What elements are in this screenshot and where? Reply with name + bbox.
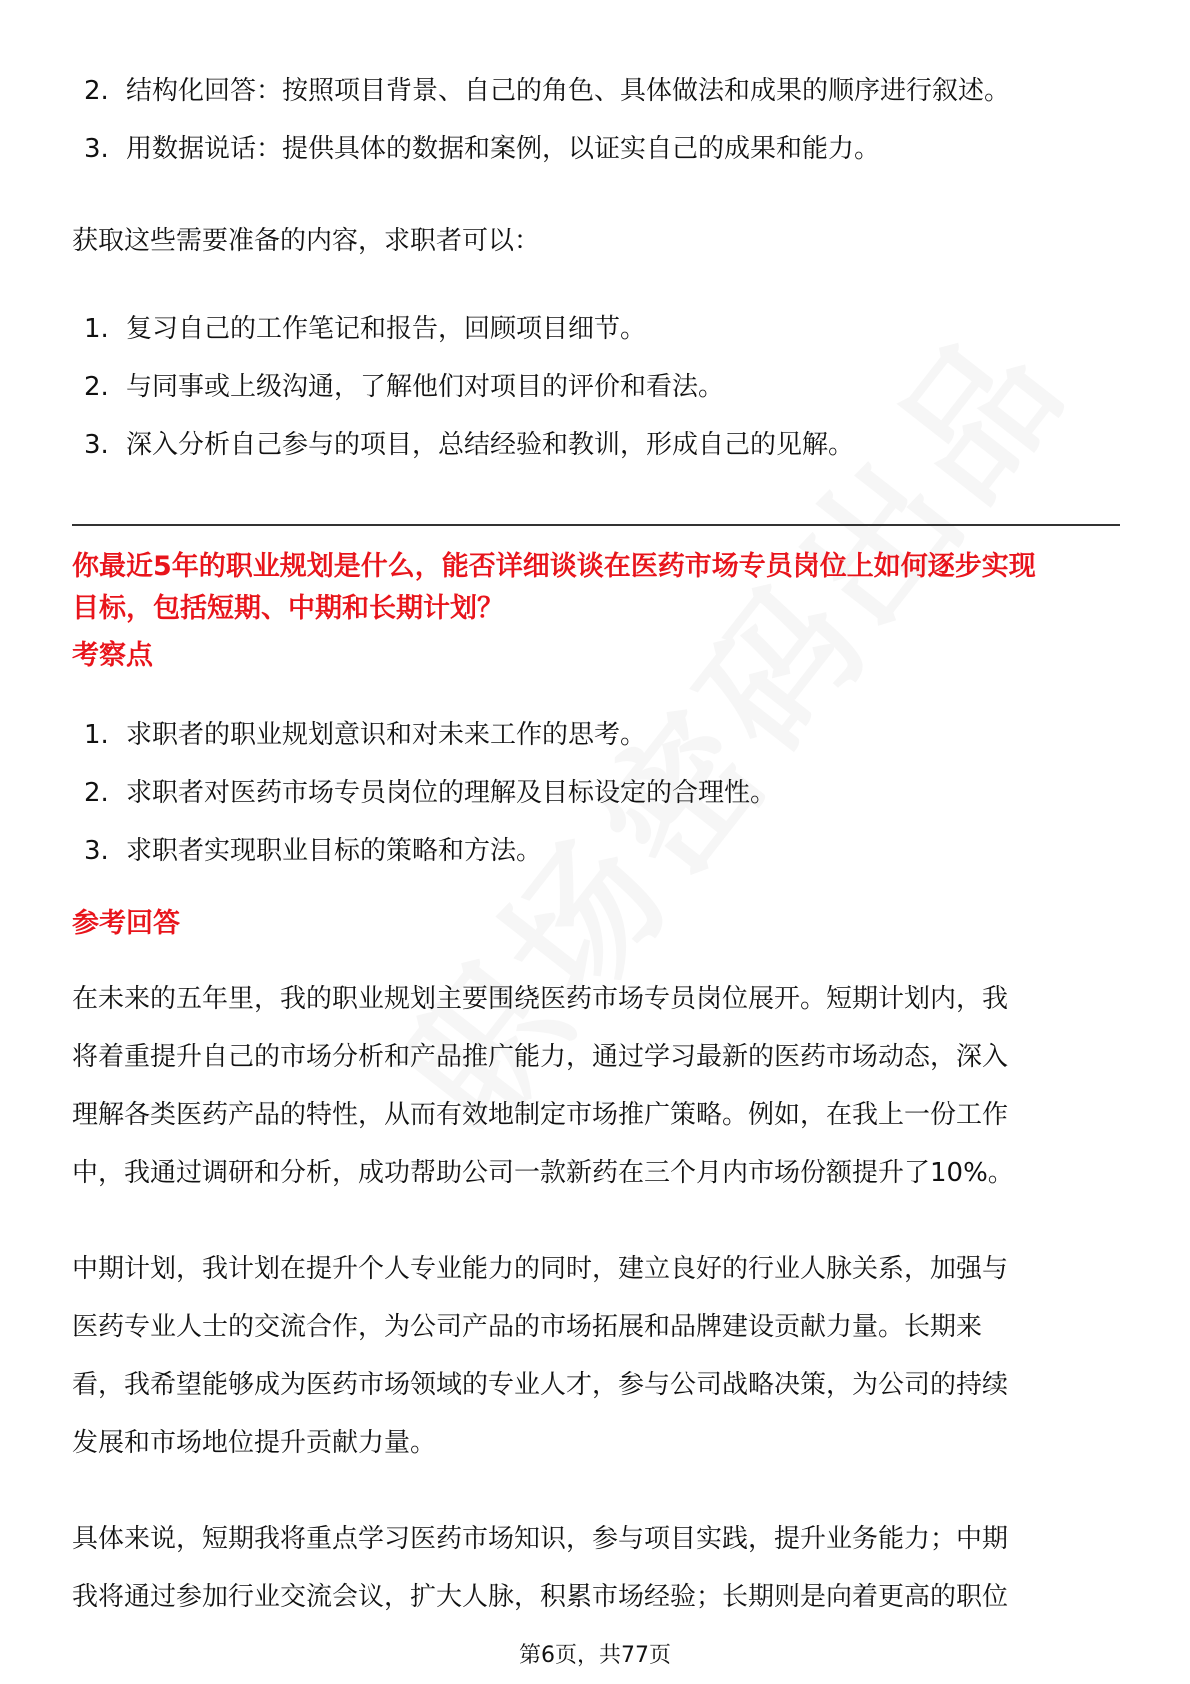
question-title: 你最近5年的职业规划是什么，能否详细谈谈在医药市场专员岗位上如何逐步实现 目标，包括短期、中期和长期计划？ (72, 551, 1036, 624)
list-item (84, 300, 854, 358)
answer-paragraph: 具体来说，短期我将重点学习医药市场知识，参与项目实践，提升业务能力；中期 我将通过参加行业交流会议，扩大人脉，积累市场经验；长期则是向着更高的职位 (72, 1524, 1009, 1612)
list-text: 复习自己的工作笔记和报告，回顾项目细节。 (126, 314, 647, 344)
list-number: 2. (84, 778, 109, 808)
assessment-heading: 考察点 (72, 640, 153, 671)
list-item (84, 416, 854, 474)
list-text: 与同事或上级沟通，了解他们对项目的评价和看法。 (126, 372, 725, 402)
list-item (84, 120, 1010, 178)
answer-tips-list (84, 62, 1010, 178)
list-item (84, 764, 776, 822)
list-number: 3. (84, 430, 109, 460)
list-text: 求职者实现职业目标的策略和方法。 (126, 836, 543, 866)
list-item (84, 706, 776, 764)
list-text: 结构化回答：按照项目背景、自己的角色、具体做法和成果的顺序进行叙述。 (126, 76, 1011, 106)
answer-paragraph: 在未来的五年里，我的职业规划主要围绕医药市场专员岗位展开。短期计划内，我 将着重提升自己的市场分析和产品推广能力，通过学习最新的医药市场动态，深入 理解各类医药产品的特性，从而有效地制定市场推广策略。例如，在我上一份工作 中，我通过调研和分析，成功帮助公司一款新药在三个月内市场份额提升了10%。 (72, 984, 1014, 1188)
list-text: 求职者对医药市场专员岗位的理解及目标设定的合理性。 (126, 778, 777, 808)
list-number: 1. (84, 720, 109, 750)
list-text: 深入分析自己参与的项目，总结经验和教训，形成自己的见解。 (126, 430, 855, 460)
list-text: 用数据说话：提供具体的数据和案例，以证实自己的成果和能力。 (126, 134, 881, 164)
answer-heading: 参考回答 (72, 908, 180, 939)
prep-list (84, 300, 854, 474)
section-divider (72, 524, 1120, 526)
list-number: 3. (84, 836, 109, 866)
answer-paragraph: 中期计划，我计划在提升个人专业能力的同时，建立良好的行业人脉关系，加强与 医药专业人士的交流合作，为公司产品的市场拓展和品牌建设贡献力量。长期来 看，我希望能够成为医药市场领域的专业人才，参与公司战略决策，为公司的持续 发展和市场地位提升贡献力量。 (72, 1254, 1009, 1458)
list-number: 2. (84, 76, 109, 106)
list-text: 求职者的职业规划意识和对未来工作的思考。 (126, 720, 647, 750)
page-number: 第6页，共77页 (519, 1643, 671, 1668)
list-number: 3. (84, 134, 109, 164)
prep-intro: 获取这些需要准备的内容，求职者可以： (72, 226, 541, 256)
list-number: 1. (84, 314, 109, 344)
list-number: 2. (84, 372, 109, 402)
list-item (84, 62, 1010, 120)
list-item (84, 358, 854, 416)
assessment-list (84, 706, 776, 880)
list-item (84, 822, 776, 880)
